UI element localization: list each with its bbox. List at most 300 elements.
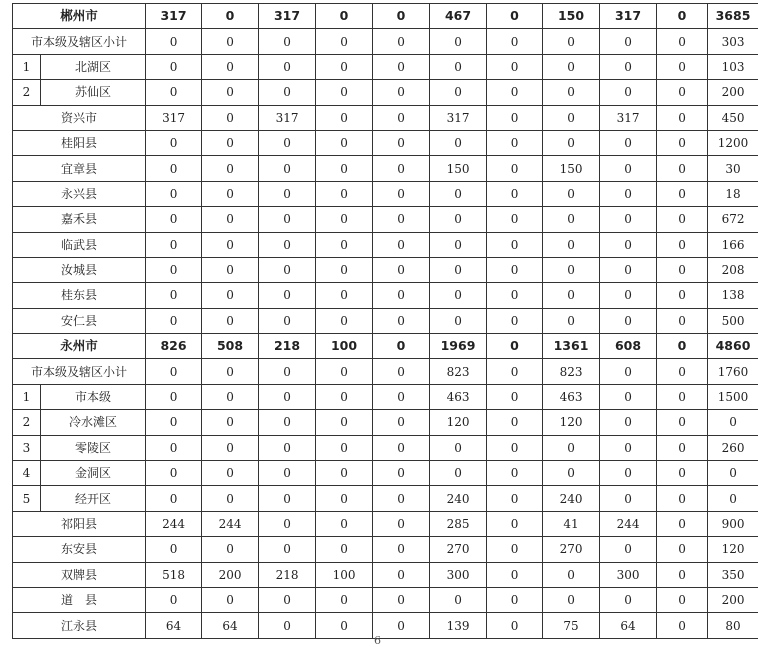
row-index: 2 bbox=[13, 80, 41, 105]
table-cell: 0 bbox=[373, 435, 430, 460]
table-cell: 823 bbox=[430, 359, 487, 384]
table-cell: 0 bbox=[316, 54, 373, 79]
table-cell: 300 bbox=[600, 562, 657, 587]
table-cell: 0 bbox=[316, 486, 373, 511]
table-cell: 508 bbox=[202, 334, 259, 359]
table-cell: 0 bbox=[373, 54, 430, 79]
row-name: 苏仙区 bbox=[41, 80, 146, 105]
row-name: 嘉禾县 bbox=[13, 207, 146, 232]
table-cell: 0 bbox=[543, 562, 600, 587]
row-name: 汝城县 bbox=[13, 257, 146, 282]
table-cell: 0 bbox=[202, 130, 259, 155]
table-cell: 0 bbox=[657, 29, 708, 54]
table-cell: 0 bbox=[259, 384, 316, 409]
table-cell: 0 bbox=[146, 587, 202, 612]
row-name: 市本级 bbox=[41, 384, 146, 409]
table-row bbox=[13, 283, 758, 308]
table-row bbox=[13, 80, 758, 105]
table-cell: 100 bbox=[316, 562, 373, 587]
table-cell: 0 bbox=[657, 562, 708, 587]
table-cell: 0 bbox=[543, 461, 600, 486]
table-cell: 1969 bbox=[430, 334, 487, 359]
table-cell: 0 bbox=[316, 181, 373, 206]
table-cell: 317 bbox=[259, 105, 316, 130]
table-cell: 0 bbox=[259, 587, 316, 612]
table-cell: 218 bbox=[259, 334, 316, 359]
table-cell: 0 bbox=[657, 461, 708, 486]
table-cell: 1760 bbox=[708, 359, 758, 384]
table-cell: 0 bbox=[430, 181, 487, 206]
table-cell: 0 bbox=[202, 257, 259, 282]
table-cell: 0 bbox=[146, 181, 202, 206]
table-cell: 0 bbox=[373, 359, 430, 384]
table-cell: 0 bbox=[708, 486, 758, 511]
row-index: 1 bbox=[13, 54, 41, 79]
row-name: 桂东县 bbox=[13, 283, 146, 308]
table-cell: 0 bbox=[373, 283, 430, 308]
table-cell: 0 bbox=[316, 410, 373, 435]
table-cell: 0 bbox=[600, 130, 657, 155]
table-cell: 0 bbox=[259, 435, 316, 460]
table-cell: 0 bbox=[657, 181, 708, 206]
table-cell: 18 bbox=[708, 181, 758, 206]
table-cell: 0 bbox=[202, 461, 259, 486]
table-cell: 0 bbox=[600, 29, 657, 54]
table-cell: 0 bbox=[373, 29, 430, 54]
table-cell: 0 bbox=[202, 105, 259, 130]
table-cell: 303 bbox=[708, 29, 758, 54]
row-name: 北湖区 bbox=[41, 54, 146, 79]
page-number: 6 bbox=[374, 634, 381, 647]
table-cell: 0 bbox=[600, 232, 657, 257]
table-cell: 300 bbox=[430, 562, 487, 587]
table-cell: 0 bbox=[259, 207, 316, 232]
table-cell: 0 bbox=[543, 105, 600, 130]
table-cell: 120 bbox=[543, 410, 600, 435]
table-cell: 0 bbox=[259, 54, 316, 79]
row-name: 永兴县 bbox=[13, 181, 146, 206]
table-cell: 260 bbox=[708, 435, 758, 460]
table-cell: 0 bbox=[543, 283, 600, 308]
table-cell: 244 bbox=[146, 511, 202, 536]
table-cell: 0 bbox=[657, 384, 708, 409]
table-cell: 0 bbox=[259, 283, 316, 308]
row-index: 2 bbox=[13, 410, 41, 435]
table-cell: 75 bbox=[543, 613, 600, 638]
table-cell: 0 bbox=[146, 54, 202, 79]
table-cell: 0 bbox=[487, 156, 543, 181]
table-cell: 0 bbox=[657, 207, 708, 232]
table-cell: 0 bbox=[316, 537, 373, 562]
table-cell: 0 bbox=[316, 308, 373, 333]
table-cell: 0 bbox=[657, 130, 708, 155]
table-cell: 0 bbox=[657, 613, 708, 638]
table-row bbox=[13, 130, 758, 155]
table-cell: 317 bbox=[146, 105, 202, 130]
table-cell: 0 bbox=[708, 410, 758, 435]
table-cell: 0 bbox=[316, 435, 373, 460]
row-name: 市本级及辖区小计 bbox=[13, 29, 146, 54]
row-name: 东安县 bbox=[13, 537, 146, 562]
table-cell: 0 bbox=[600, 435, 657, 460]
row-name: 零陵区 bbox=[41, 435, 146, 460]
table-cell: 0 bbox=[373, 308, 430, 333]
table-cell: 0 bbox=[543, 130, 600, 155]
city-row bbox=[13, 334, 758, 359]
row-name: 安仁县 bbox=[13, 308, 146, 333]
table-cell: 0 bbox=[543, 54, 600, 79]
table-cell: 0 bbox=[430, 130, 487, 155]
row-name: 金洞区 bbox=[41, 461, 146, 486]
table-row bbox=[13, 207, 758, 232]
table-cell: 0 bbox=[202, 537, 259, 562]
table-cell: 0 bbox=[316, 130, 373, 155]
table-cell: 0 bbox=[487, 334, 543, 359]
table-row bbox=[13, 232, 758, 257]
table-cell: 0 bbox=[430, 435, 487, 460]
table-cell: 0 bbox=[202, 54, 259, 79]
table-cell: 0 bbox=[259, 308, 316, 333]
table-cell: 103 bbox=[708, 54, 758, 79]
table-row bbox=[13, 54, 758, 79]
table-cell: 0 bbox=[657, 537, 708, 562]
table-cell: 200 bbox=[708, 80, 758, 105]
table-cell: 0 bbox=[487, 461, 543, 486]
table-cell: 0 bbox=[146, 410, 202, 435]
row-index: 3 bbox=[13, 435, 41, 460]
table-cell: 0 bbox=[600, 80, 657, 105]
table-cell: 150 bbox=[430, 156, 487, 181]
table-cell: 317 bbox=[600, 4, 657, 29]
table-cell: 900 bbox=[708, 511, 758, 536]
table-row bbox=[13, 461, 758, 486]
table-cell: 64 bbox=[146, 613, 202, 638]
table-cell: 500 bbox=[708, 308, 758, 333]
table-cell: 0 bbox=[259, 537, 316, 562]
table-cell: 0 bbox=[146, 359, 202, 384]
table-cell: 0 bbox=[430, 80, 487, 105]
table-cell: 0 bbox=[202, 435, 259, 460]
table-cell: 0 bbox=[543, 435, 600, 460]
table-cell: 0 bbox=[657, 54, 708, 79]
table-cell: 1200 bbox=[708, 130, 758, 155]
table-cell: 0 bbox=[259, 130, 316, 155]
table-cell: 0 bbox=[373, 232, 430, 257]
table-row bbox=[13, 562, 758, 587]
table-cell: 0 bbox=[316, 4, 373, 29]
table-cell: 0 bbox=[487, 613, 543, 638]
table-cell: 463 bbox=[543, 384, 600, 409]
table-cell: 0 bbox=[543, 308, 600, 333]
table-body bbox=[13, 4, 758, 639]
table-cell: 0 bbox=[373, 562, 430, 587]
table-cell: 0 bbox=[259, 486, 316, 511]
table-cell: 608 bbox=[600, 334, 657, 359]
row-name: 桂阳县 bbox=[13, 130, 146, 155]
table-cell: 0 bbox=[259, 232, 316, 257]
table-cell: 244 bbox=[202, 511, 259, 536]
table-cell: 0 bbox=[487, 105, 543, 130]
table-row bbox=[13, 384, 758, 409]
table-cell: 0 bbox=[202, 486, 259, 511]
table-cell: 0 bbox=[543, 80, 600, 105]
table-cell: 0 bbox=[657, 257, 708, 282]
table-cell: 0 bbox=[373, 334, 430, 359]
table-cell: 150 bbox=[543, 156, 600, 181]
table-cell: 0 bbox=[373, 257, 430, 282]
table-cell: 0 bbox=[543, 181, 600, 206]
table-cell: 0 bbox=[202, 80, 259, 105]
table-cell: 0 bbox=[373, 105, 430, 130]
budget-table bbox=[12, 3, 758, 639]
table-cell: 0 bbox=[146, 130, 202, 155]
table-cell: 0 bbox=[543, 587, 600, 612]
table-cell: 208 bbox=[708, 257, 758, 282]
table-cell: 0 bbox=[543, 232, 600, 257]
table-cell: 0 bbox=[430, 257, 487, 282]
table-cell: 0 bbox=[487, 130, 543, 155]
table-cell: 317 bbox=[259, 4, 316, 29]
table-cell: 0 bbox=[316, 461, 373, 486]
table-cell: 0 bbox=[202, 359, 259, 384]
table-cell: 0 bbox=[600, 587, 657, 612]
table-cell: 0 bbox=[657, 232, 708, 257]
table-cell: 0 bbox=[487, 232, 543, 257]
table-cell: 0 bbox=[487, 410, 543, 435]
table-cell: 270 bbox=[430, 537, 487, 562]
table-cell: 0 bbox=[146, 308, 202, 333]
table-row bbox=[13, 587, 758, 612]
table-cell: 0 bbox=[430, 587, 487, 612]
table-cell: 0 bbox=[600, 410, 657, 435]
table-row bbox=[13, 156, 758, 181]
table-cell: 0 bbox=[259, 410, 316, 435]
table-cell: 0 bbox=[316, 207, 373, 232]
row-index: 5 bbox=[13, 486, 41, 511]
table-cell: 0 bbox=[202, 181, 259, 206]
row-name: 临武县 bbox=[13, 232, 146, 257]
table-row bbox=[13, 29, 758, 54]
table-cell: 0 bbox=[146, 257, 202, 282]
table-cell: 270 bbox=[543, 537, 600, 562]
table-cell: 0 bbox=[146, 461, 202, 486]
table-cell: 0 bbox=[430, 29, 487, 54]
table-cell: 0 bbox=[146, 435, 202, 460]
table-cell: 0 bbox=[373, 181, 430, 206]
table-row bbox=[13, 486, 758, 511]
table-cell: 0 bbox=[487, 181, 543, 206]
table-cell: 64 bbox=[600, 613, 657, 638]
table-cell: 0 bbox=[600, 283, 657, 308]
row-name: 江永县 bbox=[13, 613, 146, 638]
table-cell: 0 bbox=[487, 54, 543, 79]
table-cell: 317 bbox=[430, 105, 487, 130]
table-cell: 467 bbox=[430, 4, 487, 29]
table-cell: 0 bbox=[430, 308, 487, 333]
table-cell: 0 bbox=[202, 156, 259, 181]
table-cell: 0 bbox=[202, 283, 259, 308]
table-row bbox=[13, 181, 758, 206]
table-cell: 0 bbox=[600, 461, 657, 486]
table-cell: 0 bbox=[373, 461, 430, 486]
table-cell: 0 bbox=[373, 410, 430, 435]
table-cell: 0 bbox=[146, 156, 202, 181]
table-cell: 0 bbox=[487, 308, 543, 333]
table-cell: 0 bbox=[487, 257, 543, 282]
table-cell: 0 bbox=[259, 511, 316, 536]
table-cell: 0 bbox=[600, 54, 657, 79]
table-cell: 0 bbox=[316, 511, 373, 536]
table-cell: 0 bbox=[259, 613, 316, 638]
table-cell: 0 bbox=[543, 207, 600, 232]
table-cell: 0 bbox=[657, 80, 708, 105]
table-cell: 0 bbox=[202, 410, 259, 435]
table-cell: 0 bbox=[202, 29, 259, 54]
row-name: 郴州市 bbox=[13, 4, 146, 29]
row-index: 4 bbox=[13, 461, 41, 486]
table-cell: 0 bbox=[373, 207, 430, 232]
row-name: 市本级及辖区小计 bbox=[13, 359, 146, 384]
table-cell: 0 bbox=[259, 359, 316, 384]
table-row bbox=[13, 537, 758, 562]
table-cell: 0 bbox=[202, 4, 259, 29]
table-row bbox=[13, 511, 758, 536]
table-cell: 30 bbox=[708, 156, 758, 181]
row-name: 冷水滩区 bbox=[41, 410, 146, 435]
table-cell: 0 bbox=[487, 435, 543, 460]
table-cell: 0 bbox=[657, 4, 708, 29]
table-cell: 0 bbox=[316, 232, 373, 257]
table-cell: 0 bbox=[487, 4, 543, 29]
table-cell: 138 bbox=[708, 283, 758, 308]
table-row bbox=[13, 105, 758, 130]
table-cell: 826 bbox=[146, 334, 202, 359]
table-cell: 0 bbox=[316, 156, 373, 181]
table-cell: 0 bbox=[202, 207, 259, 232]
table-cell: 285 bbox=[430, 511, 487, 536]
row-name: 宜章县 bbox=[13, 156, 146, 181]
table-cell: 0 bbox=[600, 384, 657, 409]
table-cell: 0 bbox=[202, 308, 259, 333]
table-cell: 0 bbox=[600, 181, 657, 206]
table-cell: 0 bbox=[316, 384, 373, 409]
table-cell: 0 bbox=[202, 384, 259, 409]
table-cell: 0 bbox=[487, 511, 543, 536]
table-cell: 0 bbox=[487, 283, 543, 308]
table-cell: 139 bbox=[430, 613, 487, 638]
table-row bbox=[13, 410, 758, 435]
table-cell: 0 bbox=[316, 80, 373, 105]
table-cell: 0 bbox=[146, 283, 202, 308]
row-name: 经开区 bbox=[41, 486, 146, 511]
table-cell: 120 bbox=[430, 410, 487, 435]
table-cell: 0 bbox=[600, 537, 657, 562]
table-cell: 0 bbox=[316, 587, 373, 612]
table-cell: 0 bbox=[657, 105, 708, 130]
table-cell: 1500 bbox=[708, 384, 758, 409]
table-cell: 0 bbox=[316, 283, 373, 308]
table-row bbox=[13, 308, 758, 333]
row-name: 道 县 bbox=[13, 587, 146, 612]
table-cell: 518 bbox=[146, 562, 202, 587]
table-cell: 0 bbox=[487, 359, 543, 384]
row-index: 1 bbox=[13, 384, 41, 409]
table-cell: 200 bbox=[708, 587, 758, 612]
city-row bbox=[13, 4, 758, 29]
table-row bbox=[13, 359, 758, 384]
table-cell: 0 bbox=[373, 130, 430, 155]
table-cell: 0 bbox=[146, 207, 202, 232]
table-cell: 0 bbox=[146, 232, 202, 257]
table-cell: 0 bbox=[657, 308, 708, 333]
table-cell: 0 bbox=[657, 156, 708, 181]
table-cell: 0 bbox=[430, 283, 487, 308]
table-cell: 0 bbox=[430, 232, 487, 257]
table-cell: 0 bbox=[373, 4, 430, 29]
table-cell: 0 bbox=[487, 29, 543, 54]
table-cell: 0 bbox=[487, 80, 543, 105]
table-cell: 80 bbox=[708, 613, 758, 638]
table-cell: 0 bbox=[373, 587, 430, 612]
table-cell: 240 bbox=[543, 486, 600, 511]
table-cell: 0 bbox=[487, 486, 543, 511]
table-cell: 0 bbox=[316, 29, 373, 54]
table-cell: 1361 bbox=[543, 334, 600, 359]
table-cell: 3685 bbox=[708, 4, 758, 29]
table-cell: 240 bbox=[430, 486, 487, 511]
table-cell: 0 bbox=[430, 461, 487, 486]
table-cell: 244 bbox=[600, 511, 657, 536]
row-name: 永州市 bbox=[13, 334, 146, 359]
table-cell: 0 bbox=[487, 562, 543, 587]
table-cell: 0 bbox=[657, 587, 708, 612]
table-cell: 4860 bbox=[708, 334, 758, 359]
table-cell: 463 bbox=[430, 384, 487, 409]
table-cell: 0 bbox=[373, 156, 430, 181]
table-cell: 0 bbox=[657, 511, 708, 536]
table-cell: 0 bbox=[600, 486, 657, 511]
table-cell: 0 bbox=[657, 359, 708, 384]
row-name: 资兴市 bbox=[13, 105, 146, 130]
table-cell: 0 bbox=[259, 181, 316, 206]
table-cell: 0 bbox=[259, 461, 316, 486]
table-cell: 64 bbox=[202, 613, 259, 638]
table-cell: 0 bbox=[373, 613, 430, 638]
table-cell: 0 bbox=[657, 283, 708, 308]
table-cell: 0 bbox=[430, 54, 487, 79]
table-cell: 0 bbox=[316, 105, 373, 130]
table-cell: 350 bbox=[708, 562, 758, 587]
table-cell: 823 bbox=[543, 359, 600, 384]
table-cell: 0 bbox=[373, 80, 430, 105]
table-cell: 218 bbox=[259, 562, 316, 587]
table-cell: 0 bbox=[259, 80, 316, 105]
table-cell: 0 bbox=[543, 257, 600, 282]
table-cell: 0 bbox=[146, 486, 202, 511]
table-row bbox=[13, 613, 758, 638]
table-cell: 0 bbox=[316, 257, 373, 282]
table-cell: 317 bbox=[146, 4, 202, 29]
table-cell: 41 bbox=[543, 511, 600, 536]
table-cell: 0 bbox=[316, 613, 373, 638]
table-cell: 317 bbox=[600, 105, 657, 130]
table-cell: 0 bbox=[600, 156, 657, 181]
table-cell: 0 bbox=[487, 587, 543, 612]
table-cell: 0 bbox=[146, 384, 202, 409]
table-cell: 0 bbox=[657, 334, 708, 359]
table-row bbox=[13, 257, 758, 282]
table-cell: 0 bbox=[657, 435, 708, 460]
